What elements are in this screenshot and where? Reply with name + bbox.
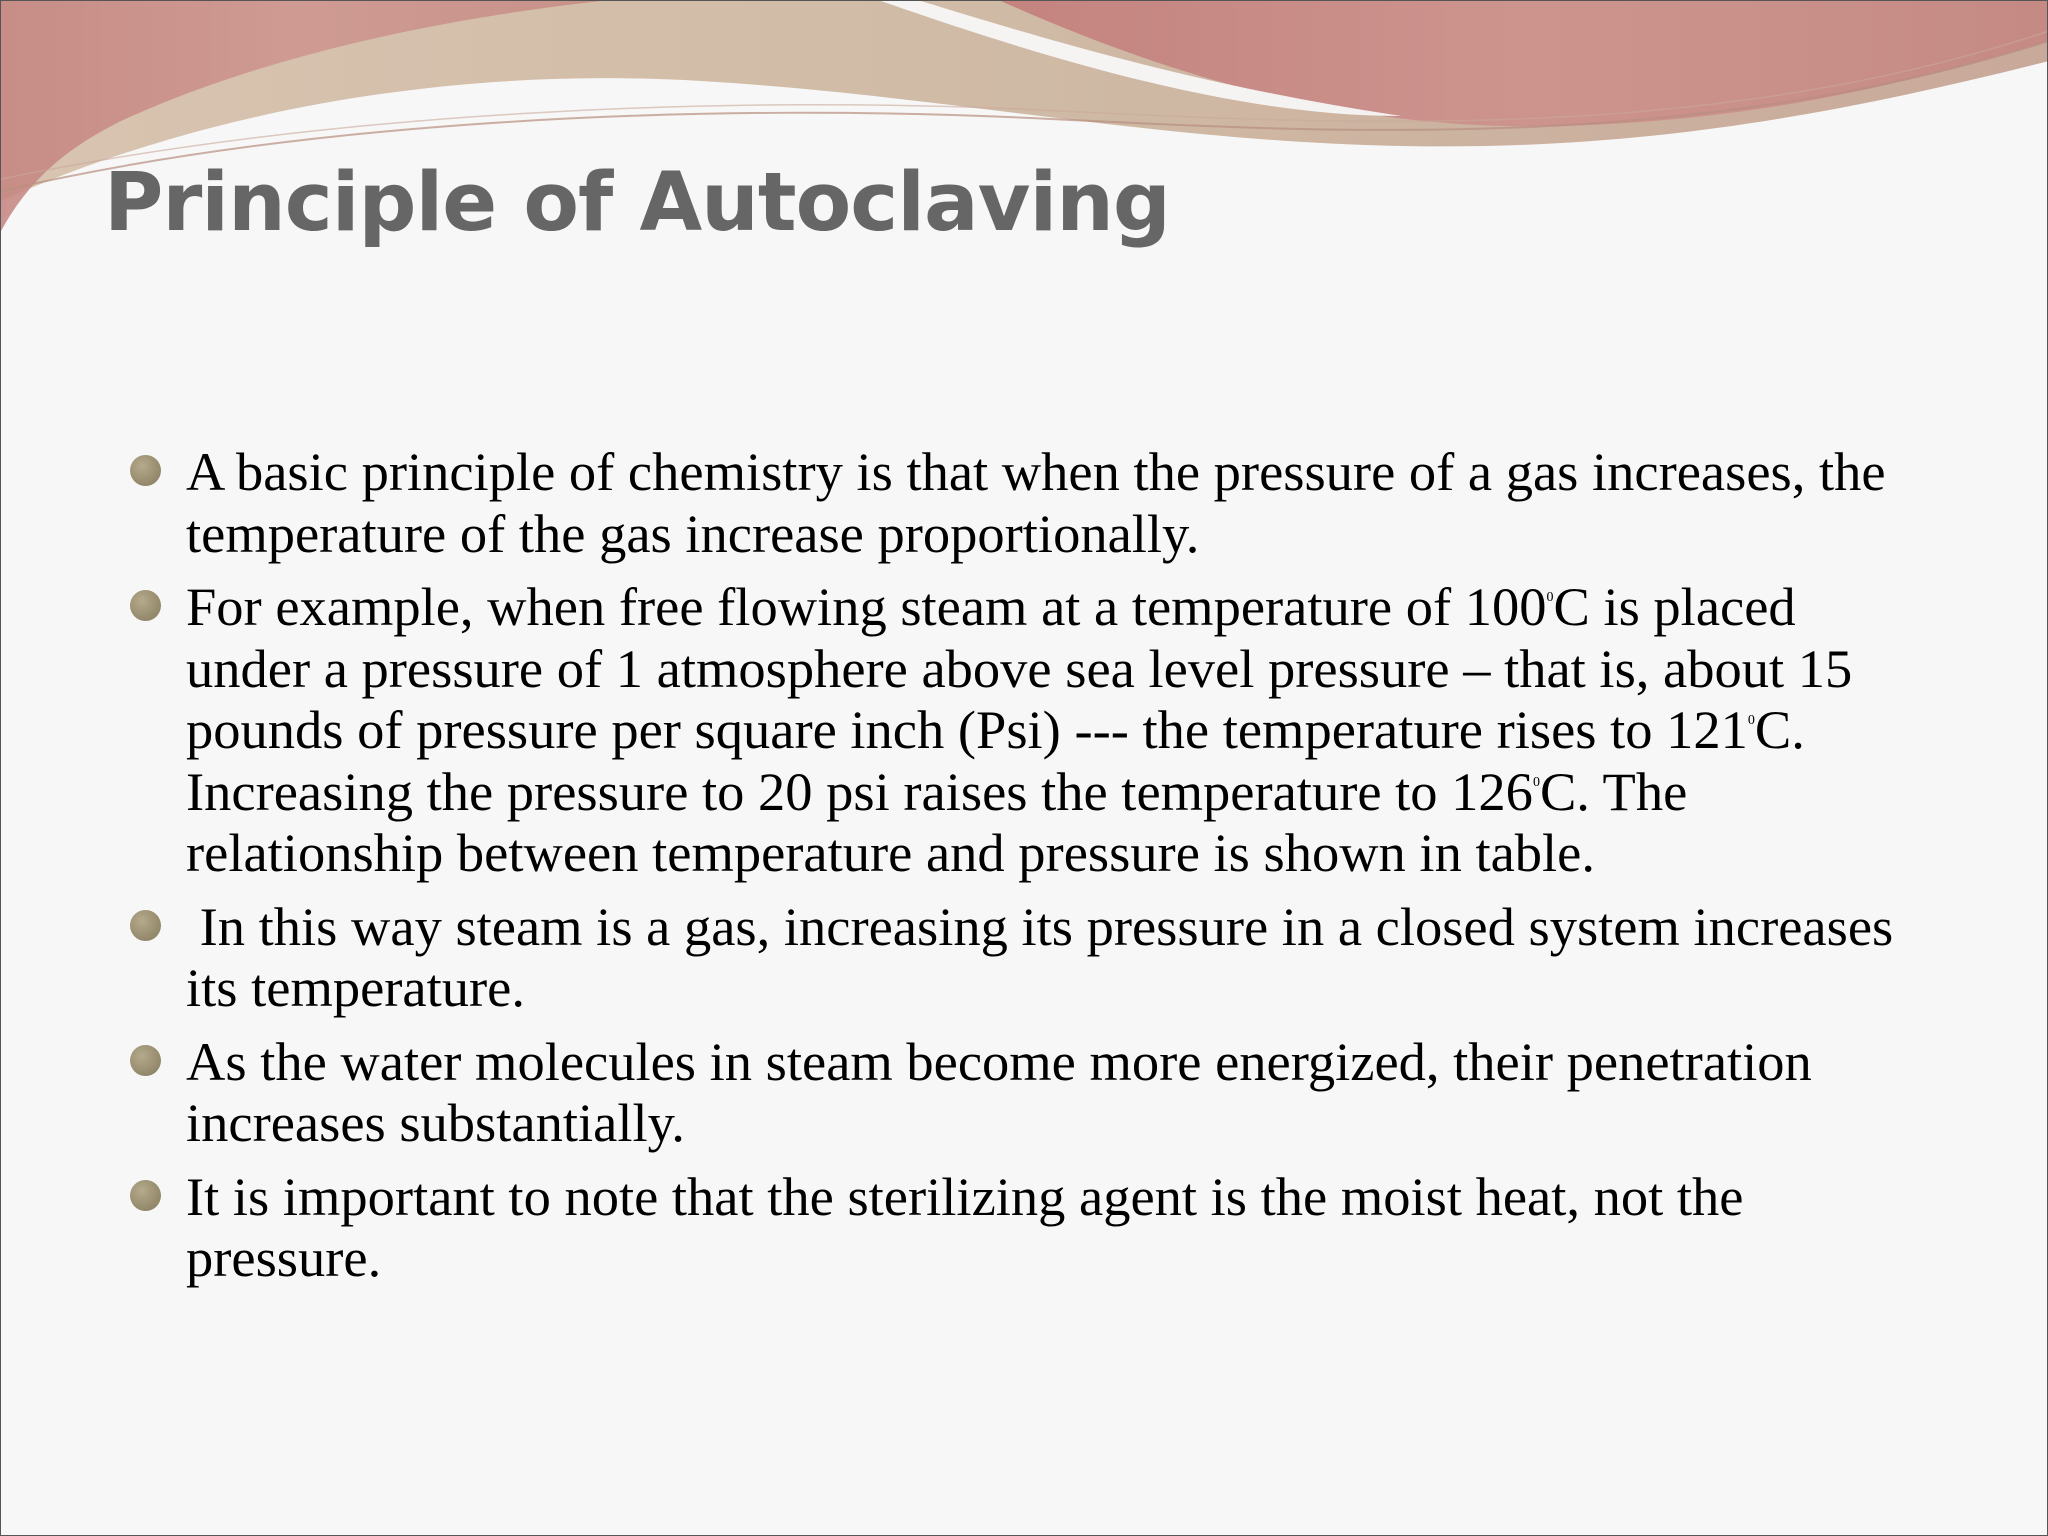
bullet-dot-icon xyxy=(130,1180,161,1211)
degree-superscript: 0 xyxy=(1747,713,1755,728)
bullet-text: It is important to note that the sterilizing agent is the moist heat, not the pressure. xyxy=(186,1165,1744,1288)
bullet-item xyxy=(126,1031,1926,1154)
bullet-item xyxy=(126,441,1926,564)
bullet-dot-icon xyxy=(130,910,161,941)
slide-title: Principle of Autoclaving xyxy=(104,156,1170,250)
bullet-item xyxy=(126,576,1926,884)
degree-superscript: 0 xyxy=(1546,590,1554,605)
bullet-dot-icon xyxy=(130,1045,161,1076)
bullet-text: As the water molecules in steam become more energized, their penetration increases substantially. xyxy=(186,1030,1812,1153)
bullet-item xyxy=(126,896,1926,1019)
bullet-text: A basic principle of chemistry is that when the pressure of a gas increases, the temperature of the gas increase proportionally. xyxy=(186,441,1886,564)
bullet-text: In this way steam is a gas, increasing its pressure in a closed system increases its temperature. xyxy=(186,895,1907,1018)
bullet-dot-icon xyxy=(130,590,161,621)
bullet-item xyxy=(126,1166,1926,1289)
bullet-dot-icon xyxy=(130,455,161,486)
bullet-text: For example, when free flowing steam at a temperature of $100^0C$ is placed under a pressure of 1 atmosphere above sea level pressure – that is, about 15 pounds of pressure per square inch (Psi) --- the temperature rises to $121^0C$. Increasing the pressure to 20 psi raises the temperature to $126^0C$. The relationship between temperature and pressure is shown in table. xyxy=(186,576,1853,883)
degree-superscript: 0 xyxy=(1532,774,1540,790)
bullet-list xyxy=(126,441,1926,1301)
